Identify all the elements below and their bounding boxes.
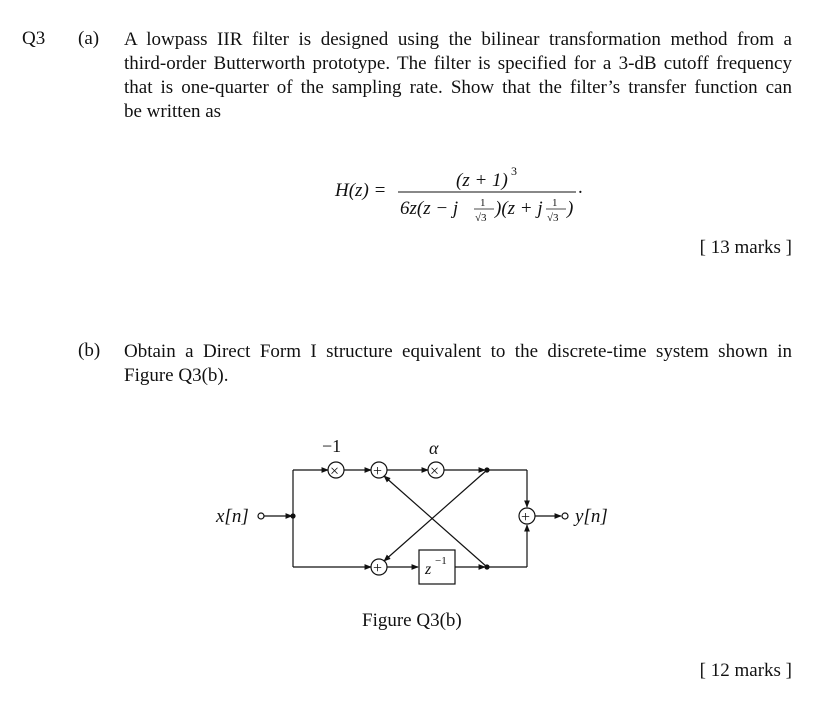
output-terminal xyxy=(562,513,568,519)
part-a-line: third-order Butterworth prototype. The filter is specified for a 3-dB cutoff frequency xyxy=(124,53,792,74)
part-b-label: (b) xyxy=(78,340,101,361)
cross-path-down xyxy=(384,470,487,561)
small-fraction-denominator: √3 xyxy=(547,212,559,224)
adder-symbol: + xyxy=(521,509,531,526)
part-b-line: Obtain a Direct Form I structure equivalent to the discrete-time system shown in xyxy=(124,341,792,362)
transfer-function-equation xyxy=(320,160,620,230)
figure-caption: Figure Q3(b) xyxy=(362,610,462,631)
question-number: Q3 xyxy=(22,28,46,49)
part-a-line: be written as xyxy=(124,101,222,122)
signal-flow-diagram xyxy=(200,430,620,590)
part-a-text xyxy=(124,28,792,124)
small-fraction-denominator: √3 xyxy=(475,212,487,224)
equation-denominator-mid: )(z + j xyxy=(495,198,543,219)
multiplier-symbol: × xyxy=(430,463,440,480)
equation-numerator-exponent: 3 xyxy=(511,164,517,178)
gain-alpha: α xyxy=(429,438,439,458)
input-terminal xyxy=(258,513,264,519)
part-a-marks: [ 13 marks ] xyxy=(699,237,792,258)
adder-symbol: + xyxy=(373,463,383,480)
equation-numerator: (z + 1) xyxy=(456,170,508,191)
output-label: y[n] xyxy=(575,506,608,527)
equation-terminator: . xyxy=(578,177,583,198)
equation-denominator-suffix: ) xyxy=(567,198,574,219)
multiplier-symbol: × xyxy=(330,463,340,480)
part-a-line: that is one-quarter of the sampling rate. Show that the filter’s transfer function can xyxy=(124,77,792,98)
small-fraction-numerator: 1 xyxy=(552,197,558,209)
part-b-text xyxy=(124,340,792,388)
input-label: x[n] xyxy=(216,506,249,527)
equation-denominator-prefix: 6z(z − j xyxy=(400,198,459,219)
part-b-line: Figure Q3(b). xyxy=(124,365,229,386)
delay-exponent: −1 xyxy=(435,555,447,567)
small-fraction-numerator: 1 xyxy=(480,197,486,209)
gain-minus-one: −1 xyxy=(322,436,342,456)
adder-symbol: + xyxy=(373,560,383,577)
part-b-marks: [ 12 marks ] xyxy=(699,660,792,681)
delay-symbol: z xyxy=(425,561,432,578)
part-a-line: A lowpass IIR filter is designed using the bilinear transformation method from a xyxy=(124,29,792,50)
equation-lhs: H(z) = xyxy=(335,180,387,201)
part-a-label: (a) xyxy=(78,28,100,49)
